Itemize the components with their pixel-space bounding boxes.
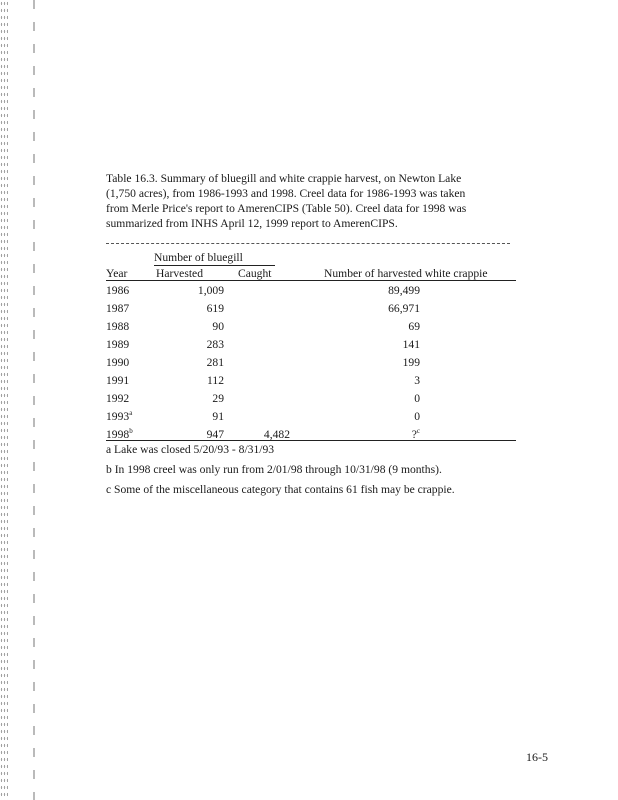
header-crappie: Number of harvested white crappie	[324, 267, 488, 280]
group-header-underline	[154, 265, 275, 266]
scan-edge-binding	[33, 0, 35, 800]
cell-harvested: 112	[207, 374, 224, 387]
page-number: 16-5	[526, 750, 548, 764]
caption-line-1: Table 16.3. Summary of bluegill and white crappie harvest, on Newton Lake	[106, 172, 462, 185]
header-underline	[106, 280, 516, 281]
cell-crappie: 0	[414, 410, 420, 423]
cell-crappie-value: ?	[411, 428, 417, 441]
cell-harvested: 29	[212, 392, 224, 405]
cell-year: 1991	[106, 374, 130, 387]
cell-harvested: 281	[206, 356, 224, 369]
footnotes	[106, 440, 455, 500]
cell-crappie: 66,971	[388, 302, 420, 315]
cell-harvested: 619	[206, 302, 224, 315]
cell-year: 1989	[106, 338, 130, 351]
cell-harvested: 1,009	[197, 284, 224, 297]
footnote-a: a Lake was closed 5/20/93 - 8/31/93	[106, 443, 275, 456]
cell-crappie: 3	[414, 374, 420, 387]
cell-caught: 4,482	[263, 428, 290, 441]
caption-line-4: summarized from INHS April 12, 1999 report to AmerenCIPS.	[106, 217, 398, 230]
footnote-c: c Some of the miscellaneous category that contains 61 fish may be crappie.	[106, 483, 455, 496]
cell-crappie: 0	[414, 392, 420, 405]
caption-line-2: (1,750 acres), from 1986-1993 and 1998. Creel data for 1986-1993 was taken	[106, 187, 466, 200]
cell-year	[106, 410, 132, 424]
scan-edge-left	[0, 0, 8, 800]
cell-crappie: 89,499	[388, 284, 420, 297]
cell-harvested: 90	[212, 320, 224, 333]
header-harvested: Harvested	[156, 267, 203, 280]
table-top-rule	[106, 243, 510, 244]
cell-year: 1990	[106, 356, 130, 369]
cell-crappie: 69	[408, 320, 420, 333]
header-year: Year	[106, 267, 128, 280]
cell-harvested: 947	[206, 428, 224, 441]
footnote-marker: a	[129, 409, 133, 418]
footnote-marker: c	[416, 427, 420, 436]
cell-harvested: 283	[206, 338, 224, 351]
cell-year-value: 1993	[106, 410, 130, 423]
cell-year: 1988	[106, 320, 130, 333]
cell-harvested: 91	[212, 410, 224, 423]
cell-year: 1987	[106, 302, 130, 315]
cell-year: 1986	[106, 284, 130, 297]
cell-crappie: 141	[402, 338, 420, 351]
cell-year: 1992	[106, 392, 130, 405]
footnote-b: b In 1998 creel was only run from 2/01/98 through 10/31/98 (9 months).	[106, 463, 442, 476]
cell-year-value: 1998	[106, 428, 130, 441]
table-caption	[106, 171, 506, 231]
caption-line-3: from Merle Price's report to AmerenCIPS (Table 50). Creel data for 1998 was	[106, 202, 467, 215]
footnote-marker: b	[129, 427, 133, 436]
group-header-bluegill: Number of bluegill	[154, 251, 243, 264]
header-caught: Caught	[238, 267, 272, 280]
cell-crappie: 199	[402, 356, 420, 369]
